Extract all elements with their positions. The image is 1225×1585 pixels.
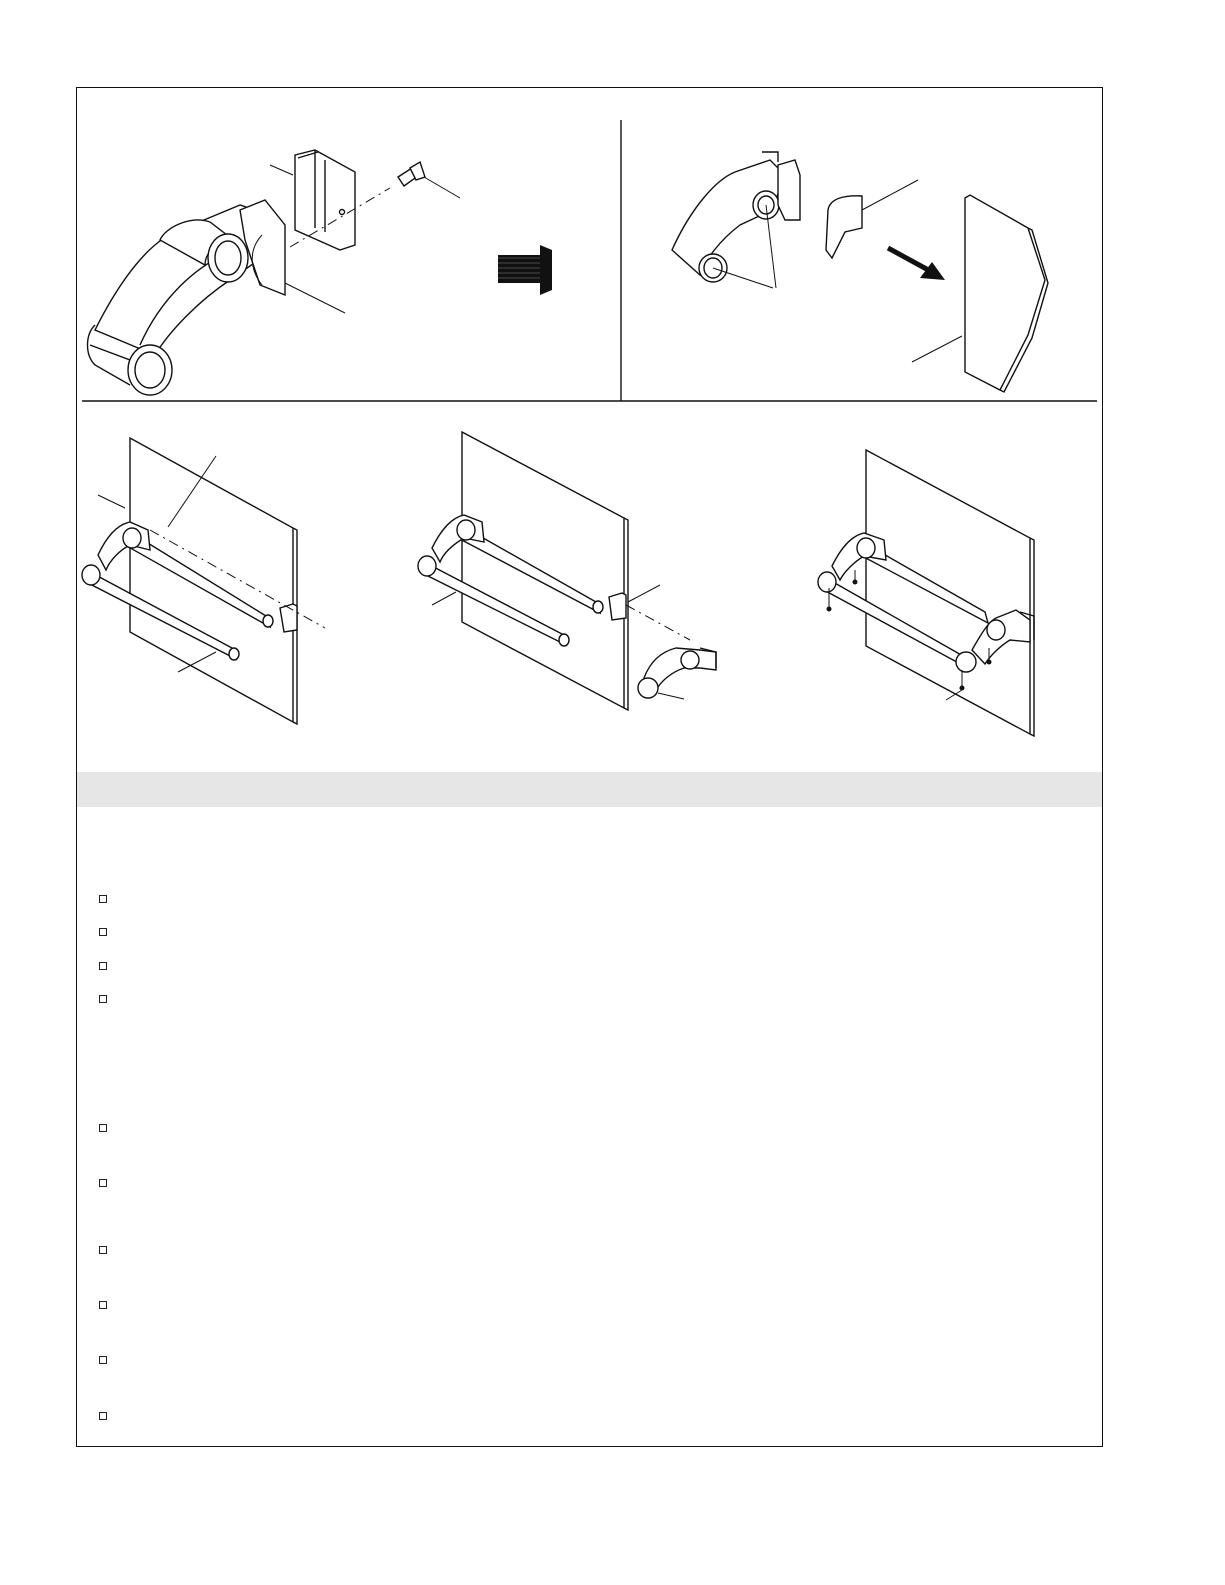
checklist-checkbox[interactable] bbox=[99, 1124, 107, 1132]
screw-detail-icon bbox=[498, 245, 552, 295]
panel-step-4 bbox=[418, 432, 716, 710]
panel-step-3 bbox=[82, 438, 325, 724]
checklist-checkbox[interactable] bbox=[99, 1179, 107, 1187]
checklist-checkbox[interactable] bbox=[99, 895, 107, 903]
checklist-checkbox[interactable] bbox=[99, 1246, 107, 1254]
checklist-checkbox[interactable] bbox=[99, 1412, 107, 1420]
panel-step-5 bbox=[818, 450, 1034, 736]
panel-step-1 bbox=[88, 150, 553, 395]
checklist-checkbox[interactable] bbox=[99, 995, 107, 1003]
checklist-checkbox[interactable] bbox=[99, 928, 107, 936]
checklist-checkbox[interactable] bbox=[99, 1301, 107, 1309]
panel-step-2 bbox=[672, 152, 1048, 392]
checklist-checkbox[interactable] bbox=[99, 1356, 107, 1364]
checklist-checkbox[interactable] bbox=[99, 962, 107, 970]
section-band bbox=[77, 772, 1102, 807]
